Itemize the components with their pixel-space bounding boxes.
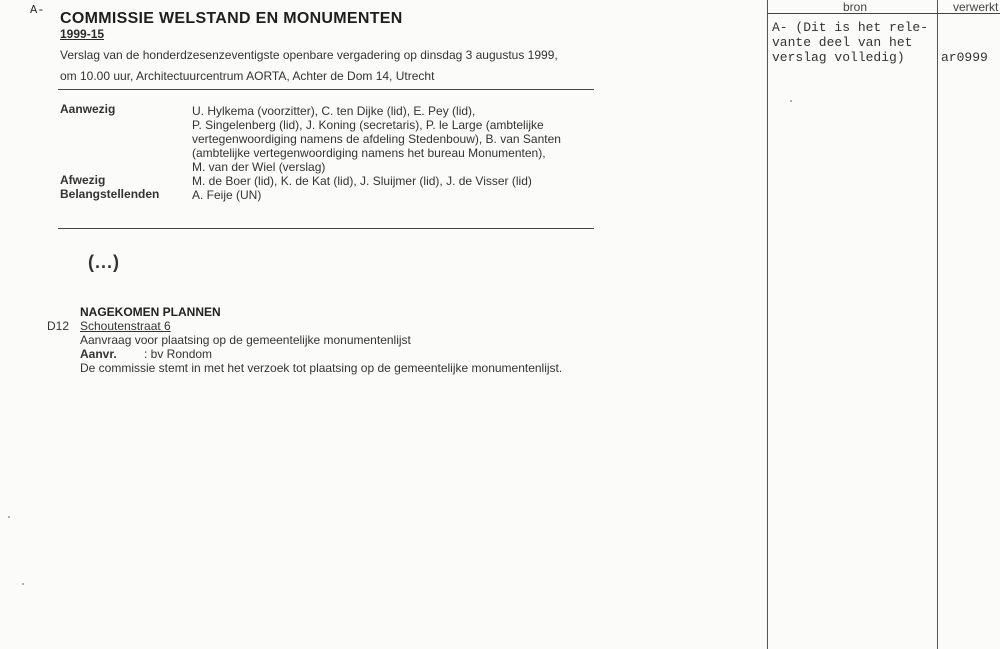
sidebar-column-divider — [937, 0, 938, 649]
item-code: D12 — [47, 319, 70, 333]
source-note-line: A- (Dit is het rele- — [772, 20, 929, 35]
late-plans-heading: NAGEKOMEN PLANNEN — [80, 305, 221, 319]
absent-value: M. de Boer (lid), K. de Kat (lid), J. Sluijmer (lid), J. de Visser (lid) — [192, 174, 532, 188]
meeting-number: 1999-15 — [60, 27, 105, 41]
omission-ellipsis: (...) — [88, 252, 120, 272]
interested-value: A. Feije (UN) — [192, 188, 262, 202]
header-rule — [58, 89, 594, 90]
archive-reference: ar0999 — [941, 50, 988, 65]
present-line: U. Hylkema (voorzitter), C. ten Dijke (lid), E. Pey (lid), — [192, 104, 476, 118]
source-note-line: vante deel van het — [772, 35, 913, 50]
scan-speck — [22, 583, 24, 585]
applicant-value: : bv Rondom — [144, 347, 213, 361]
item-address: Schoutenstraat 6 — [80, 319, 171, 333]
scan-speck — [8, 516, 10, 518]
item-request: Aanvraag voor plaatsing op de gemeentelijke monumentenlijst — [80, 333, 411, 347]
column-header-processed: verwerkt — [953, 0, 999, 14]
present-list — [192, 104, 561, 174]
absent-label: Afwezig — [60, 173, 106, 187]
document-title: COMMISSIE WELSTAND EN MONUMENTEN — [60, 10, 403, 27]
sidebar-left-border — [767, 0, 768, 649]
attendance-rule — [58, 228, 594, 229]
present-label: Aanwezig — [60, 102, 116, 116]
column-header-source: bron — [843, 0, 868, 14]
intro-line-1: Verslag van de honderdzesenzeventigste openbare vergadering op dinsdag 3 augustus 1999, — [60, 48, 558, 62]
interested-label: Belangstellenden — [60, 187, 160, 201]
present-line: P. Singelenberg (lid), J. Koning (secretaris), P. le Large (ambtelijke — [192, 118, 544, 132]
margin-mark: A- — [30, 3, 45, 17]
present-line: (ambtelijke vertegenwoordiging namens het bureau Monumenten), — [192, 146, 546, 160]
source-note — [772, 20, 928, 65]
scan-speck — [790, 100, 792, 102]
source-note-line: verslag volledig) — [772, 50, 905, 65]
applicant-label: Aanvr. — [80, 347, 117, 361]
present-line: vertegenwoordiging namens de afdeling Stedenbouw), B. van Santen — [192, 132, 561, 146]
item-decision: De commissie stemt in met het verzoek tot plaatsing op de gemeentelijke monumentenlijst. — [80, 361, 563, 375]
present-line: M. van der Wiel (verslag) — [192, 160, 326, 174]
intro-line-2: om 10.00 uur, Architectuurcentrum AORTA, Achter de Dom 14, Utrecht — [60, 69, 435, 83]
